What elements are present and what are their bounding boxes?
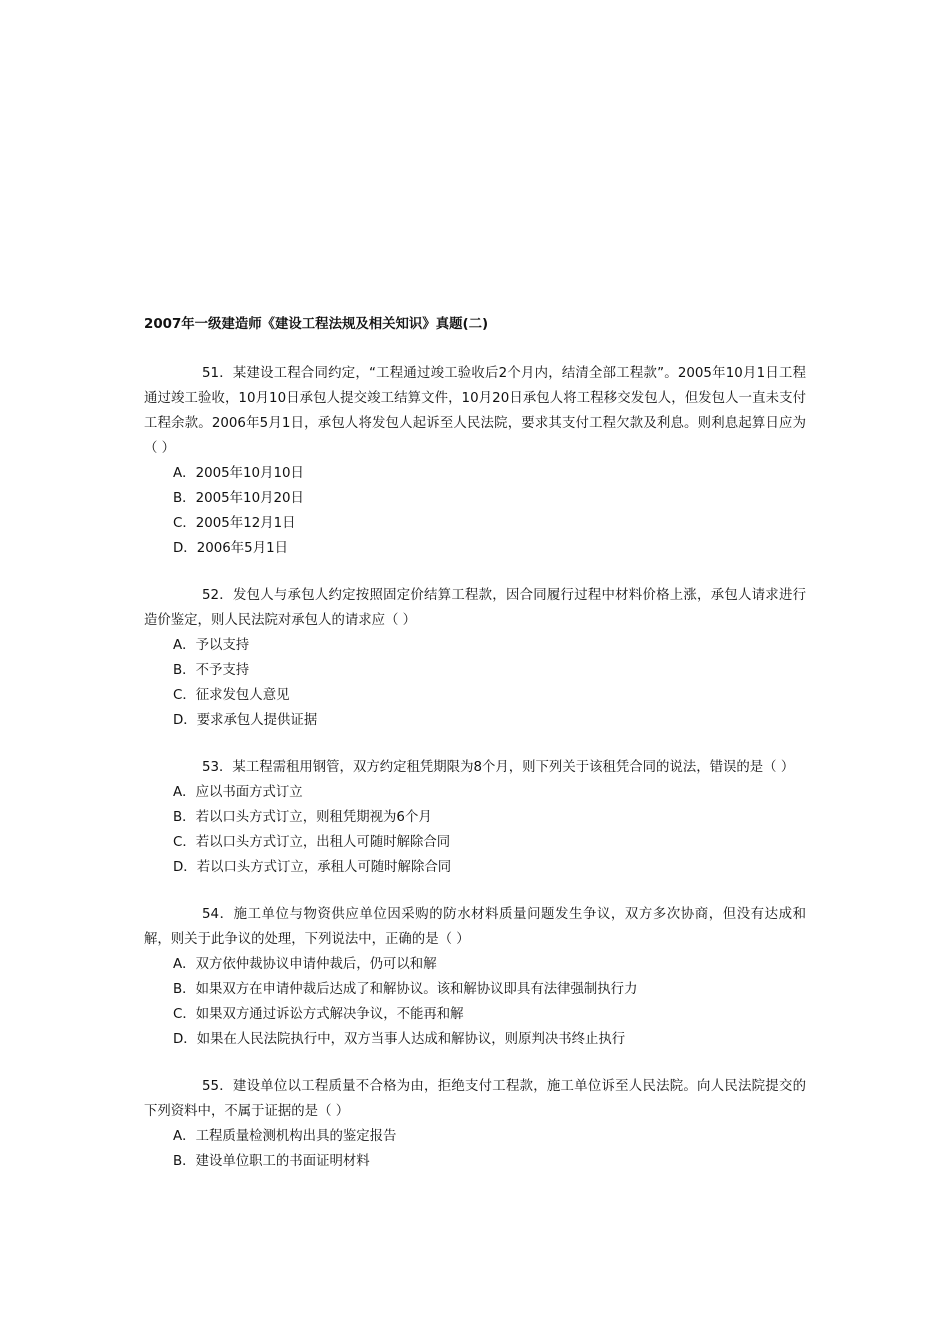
option-text: 如果双方在申请仲裁后达成了和解协议。该和解协议即具有法律强制执行力 [195, 982, 638, 997]
option-letter: D． [173, 1032, 197, 1047]
option-b [173, 658, 806, 683]
option-a [173, 461, 806, 486]
question-51 [144, 361, 806, 561]
option-c [173, 830, 806, 855]
option-letter: B． [173, 663, 196, 678]
option-letter: B． [173, 982, 196, 997]
option-text: 2005年10月20日 [195, 491, 304, 506]
option-letter: D． [173, 860, 197, 875]
option-a [173, 952, 806, 977]
option-letter: C． [173, 688, 196, 703]
option-text: 2006年5月1日 [196, 541, 288, 556]
option-text: 不予支持 [195, 663, 250, 678]
option-letter: B． [173, 1154, 196, 1169]
option-b [173, 486, 806, 511]
option-letter: C． [173, 835, 196, 850]
option-a [173, 780, 806, 805]
option-d [173, 536, 806, 561]
option-letter: C． [173, 516, 196, 531]
option-text: 如果在人民法院执行中，双方当事人达成和解协议，则原判决书终止执行 [196, 1032, 626, 1047]
option-text: 2005年10月10日 [195, 466, 304, 481]
option-text: 征求发包人意见 [195, 688, 290, 703]
option-letter: A． [173, 1129, 196, 1144]
option-list [144, 780, 806, 880]
question-stem: 52．发包人与承包人约定按照固定价结算工程款，因合同履行过程中材料价格上涨，承包人请求进行造价鉴定，则人民法院对承包人的请求应（ ） [144, 588, 806, 628]
option-text: 双方依仲裁协议申请仲裁后，仍可以和解 [195, 957, 437, 972]
question-stem: 51．某建设工程合同约定，“工程通过竣工验收后2个月内，结清全部工程款”。2005年10月1日工程通过竣工验收，10月10日承包人提交竣工结算文件，10月20日承包人将工程移交发包人，但发包人一直未支付工程余款。2006年5月1日，承包人将发包人起诉至人民法院，要求其支付工程欠款及利息。则利息起算日应为（ ） [144, 366, 806, 456]
question-stem: 54．施工单位与物资供应单位因采购的防水材料质量问题发生争议，双方多次协商，但没有达成和解，则关于此争议的处理，下列说法中，正确的是（ ） [144, 907, 806, 947]
option-list [144, 952, 806, 1052]
option-text: 应以书面方式订立 [195, 785, 303, 800]
option-letter: C． [173, 1007, 196, 1022]
option-list [144, 633, 806, 733]
option-text: 予以支持 [195, 638, 250, 653]
question-55 [144, 1074, 806, 1174]
option-list [144, 461, 806, 561]
option-text: 建设单位职工的书面证明材料 [195, 1154, 370, 1169]
option-b [173, 1149, 806, 1174]
question-stem: 53．某工程需租用钢管，双方约定租凭期限为8个月，则下列关于该租凭合同的说法，错误的是（ ） [202, 760, 795, 775]
option-a [173, 1124, 806, 1149]
option-text: 若以口头方式订立，承租人可随时解除合同 [196, 860, 452, 875]
option-letter: B． [173, 810, 196, 825]
option-letter: D． [173, 541, 197, 556]
question-54 [144, 902, 806, 1052]
option-letter: B． [173, 491, 196, 506]
option-b [173, 805, 806, 830]
option-text: 要求承包人提供证据 [196, 713, 318, 728]
option-letter: A． [173, 638, 196, 653]
option-d [173, 1027, 806, 1052]
option-letter: D． [173, 713, 197, 728]
option-letter: A． [173, 957, 196, 972]
option-text: 若以口头方式订立，则租凭期视为6个月 [195, 810, 432, 825]
option-text: 如果双方通过诉讼方式解决争议，不能再和解 [195, 1007, 464, 1022]
document-page [144, 314, 806, 1196]
option-list [144, 1124, 806, 1174]
option-text: 若以口头方式订立，出租人可随时解除合同 [195, 835, 451, 850]
option-text: 工程质量检测机构出具的鉴定报告 [195, 1129, 397, 1144]
question-stem: 55．建设单位以工程质量不合格为由，拒绝支付工程款，施工单位诉至人民法院。向人民法院提交的下列资料中，不属于证据的是（ ） [144, 1079, 806, 1119]
option-c [173, 511, 806, 536]
option-d [173, 708, 806, 733]
option-letter: A． [173, 466, 196, 481]
option-letter: A． [173, 785, 196, 800]
option-b [173, 977, 806, 1002]
option-c [173, 1002, 806, 1027]
option-a [173, 633, 806, 658]
option-d [173, 855, 806, 880]
option-c [173, 683, 806, 708]
option-text: 2005年12月1日 [195, 516, 296, 531]
question-52 [144, 583, 806, 733]
document-title: 2007年一级建造师《建设工程法规及相关知识》真题(二) [144, 317, 489, 332]
question-53 [144, 755, 806, 880]
